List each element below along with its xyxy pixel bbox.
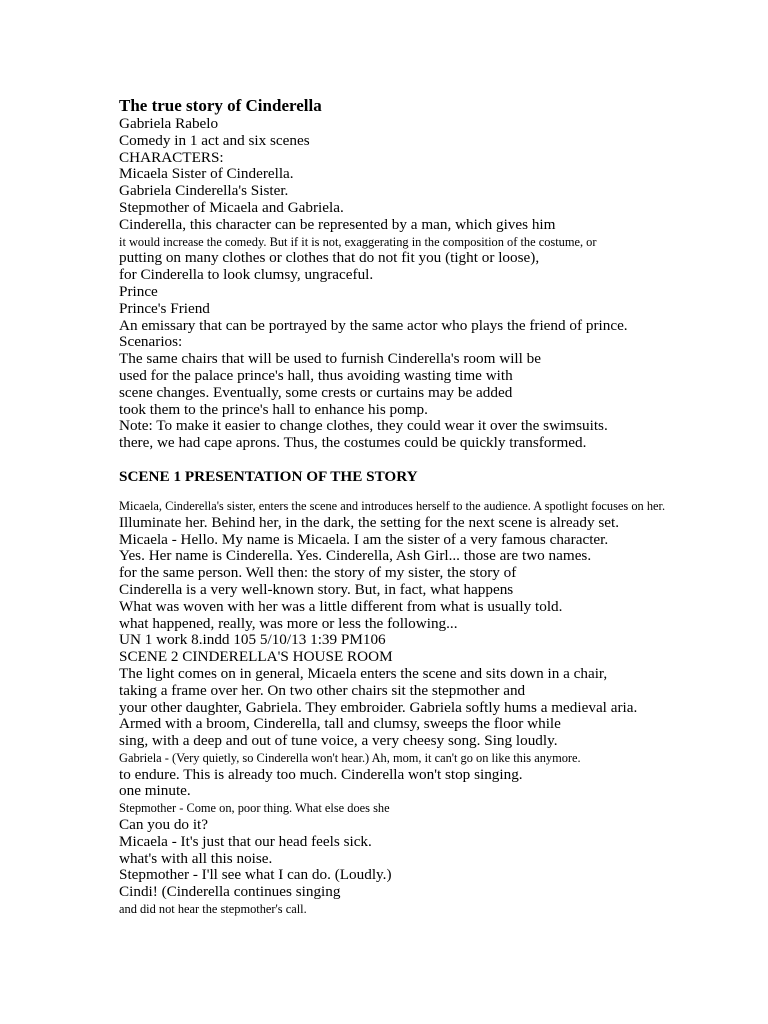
- script-line: what's with all this noise.: [119, 849, 273, 867]
- costume-line: for Cinderella to look clumsy, ungraceful.: [119, 266, 374, 284]
- costume-line: putting on many clothes or clothes that do not fit you (tight or loose),: [119, 249, 540, 267]
- script-line: Armed with a broom, Cinderella, tall and clumsy, sweeps the floor while: [119, 715, 561, 733]
- scene-2-heading: SCENE 2 CINDERELLA'S HOUSE ROOM: [119, 648, 393, 666]
- script-line: your other daughter, Gabriela. They embroider. Gabriela softly hums a medieval aria.: [119, 698, 638, 716]
- scenario-line: used for the palace prince's hall, thus avoiding wasting time with: [119, 366, 513, 384]
- scene-1-heading: SCENE 1 PRESENTATION OF THE STORY: [119, 467, 418, 485]
- document-title: The true story of Cinderella: [119, 96, 322, 115]
- script-line: Micaela - Hello. My name is Micaela. I am the sister of a very famous character.: [119, 530, 609, 548]
- character-line: Prince: [119, 282, 158, 300]
- script-line: The light comes on in general, Micaela enters the scene and sits down in a chair,: [119, 664, 608, 682]
- script-line: Cindi! (Cinderella continues singing: [119, 883, 341, 901]
- script-line: taking a frame over her. On two other chairs sit the stepmother and: [119, 681, 526, 699]
- script-line: Cinderella is a very well-known story. But, in fact, what happens: [119, 580, 514, 598]
- scenario-line: there, we had cape aprons. Thus, the costumes could be quickly transformed.: [119, 434, 587, 452]
- scenario-line: took them to the prince's hall to enhance his pomp.: [119, 400, 428, 418]
- scenario-line: scene changes. Eventually, some crests or curtains may be added: [119, 383, 513, 401]
- emissary-paragraph: An emissary that can be portrayed by the same actor who plays the friend of prince.: [119, 316, 628, 334]
- script-line: Can you do it?: [119, 816, 209, 834]
- dialogue-small: Gabriela - (Very quietly, so Cinderella won't hear.) Ah, mom, it can't go on like this anymore.: [119, 750, 581, 765]
- scenario-line: The same chairs that will be used to furnish Cinderella's room will be: [119, 350, 541, 368]
- scenarios-heading: Scenarios:: [119, 333, 183, 351]
- character-line: Stepmother of Micaela and Gabriela.: [119, 198, 344, 216]
- script-line: Illuminate her. Behind her, in the dark, the setting for the next scene is already set.: [119, 513, 619, 531]
- script-line: Yes. Her name is Cinderella. Yes. Cinderella, Ash Girl... those are two names.: [119, 547, 592, 565]
- characters-heading: CHARACTERS:: [119, 148, 224, 166]
- genre-line: Comedy in 1 act and six scenes: [119, 131, 310, 149]
- character-line: Micaela Sister of Cinderella.: [119, 165, 294, 183]
- stage-direction: Micaela, Cinderella's sister, enters the scene and introduces herself to the audience. A spotlight focuses on her.: [119, 498, 666, 513]
- script-line: Micaela - It's just that our head feels sick.: [119, 832, 372, 850]
- dialogue-small: and did not hear the stepmother's call.: [119, 902, 307, 917]
- character-line: Prince's Friend: [119, 299, 210, 317]
- script-line: for the same person. Well then: the story of my sister, the story of: [119, 564, 517, 582]
- script-line: to endure. This is already too much. Cinderella won't stop singing.: [119, 765, 523, 783]
- script-line: what happened, really, was more or less the following...: [119, 614, 458, 632]
- character-line: Cinderella, this character can be represented by a man, which gives him: [119, 215, 556, 233]
- spacer: [119, 486, 638, 498]
- page-footer-line: UN 1 work 8.indd 105 5/10/13 1:39 PM106: [119, 631, 386, 649]
- author-line: Gabriela Rabelo: [119, 115, 219, 132]
- character-line: Gabriela Cinderella's Sister.: [119, 182, 289, 200]
- dialogue-small: Stepmother - Come on, poor thing. What else does she: [119, 801, 390, 816]
- script-line: one minute.: [119, 782, 191, 800]
- script-line: Stepmother - I'll see what I can do. (Loudly.): [119, 866, 392, 884]
- spacer: [119, 452, 638, 468]
- script-line: What was woven with her was a little different from what is usually told.: [119, 597, 563, 615]
- script-line: sing, with a deep and out of tune voice, a very cheesy song. Sing loudly.: [119, 732, 558, 750]
- costume-note: it would increase the comedy. But if it is not, exaggerating in the composition of the costume, or: [119, 234, 597, 249]
- scenario-line: Note: To make it easier to change clothes, they could wear it over the swimsuits.: [119, 417, 608, 435]
